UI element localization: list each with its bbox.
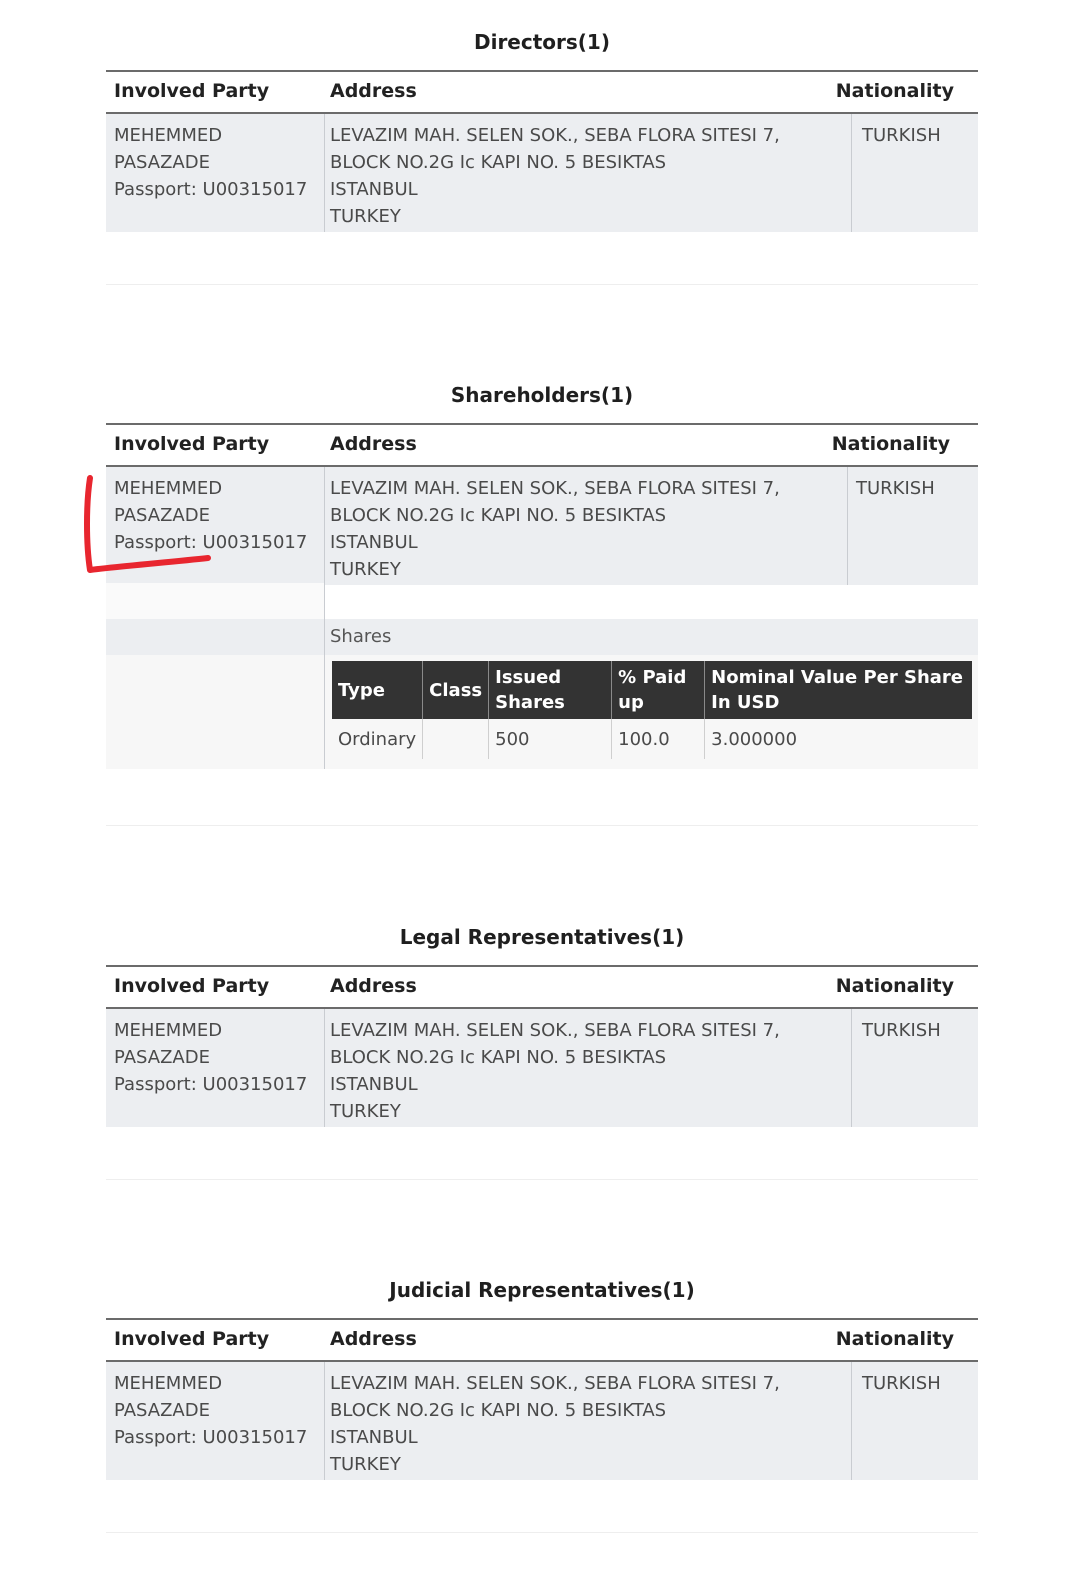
- share-issued: 500: [489, 719, 612, 759]
- section-divider: [106, 1532, 978, 1533]
- col-nationality: Nationality: [831, 433, 950, 455]
- shares-label: Shares: [330, 626, 392, 647]
- nationality-cell: TURKISH: [862, 125, 941, 146]
- shareholders-table: [106, 423, 978, 585]
- col-address: Address: [330, 80, 417, 102]
- col-nationality: Nationality: [835, 80, 954, 102]
- address-line-2: BLOCK NO.2G Ic KAPI NO. 5 BESIKTAS: [330, 1047, 667, 1068]
- party-cell: [114, 1370, 314, 1451]
- table-row: [106, 1362, 978, 1480]
- table-row: [106, 114, 978, 232]
- section-title: Legal Representatives(1): [399, 925, 685, 949]
- party-name-first: MEHEMMED: [114, 478, 223, 499]
- party-name-first: MEHEMMED: [114, 1373, 223, 1394]
- col-type: Type: [332, 661, 423, 719]
- address-cell: [330, 475, 850, 583]
- table-header: [106, 70, 978, 114]
- nationality-cell: TURKISH: [862, 1020, 941, 1041]
- legal-representatives-table: [106, 965, 978, 1127]
- section-divider: [106, 1179, 978, 1180]
- table-header: [106, 423, 978, 467]
- party-cell: [114, 1017, 314, 1098]
- address-line-1: LEVAZIM MAH. SELEN SOK., SEBA FLORA SITESI 7,: [330, 125, 780, 146]
- address-cell: [330, 1370, 850, 1478]
- col-involved-party: Involved Party: [114, 975, 270, 997]
- address-line-4: TURKEY: [330, 1101, 401, 1122]
- col-nationality: Nationality: [835, 975, 954, 997]
- party-passport: Passport: U00315017: [114, 1427, 308, 1448]
- section-title: Shareholders(1): [450, 383, 634, 407]
- shares-header-row: [332, 661, 972, 719]
- address-line-2: BLOCK NO.2G Ic KAPI NO. 5 BESIKTAS: [330, 505, 667, 526]
- shares-table: [332, 661, 972, 759]
- party-passport: Passport: U00315017: [114, 1074, 308, 1095]
- address-line-1: LEVAZIM MAH. SELEN SOK., SEBA FLORA SITESI 7,: [330, 478, 780, 499]
- party-name-last: PASAZADE: [114, 152, 210, 173]
- table-header: [106, 1318, 978, 1362]
- address-line-1: LEVAZIM MAH. SELEN SOK., SEBA FLORA SITESI 7,: [330, 1373, 780, 1394]
- share-class: [423, 719, 489, 759]
- address-line-2: BLOCK NO.2G Ic KAPI NO. 5 BESIKTAS: [330, 1400, 667, 1421]
- party-name-last: PASAZADE: [114, 505, 210, 526]
- col-involved-party: Involved Party: [114, 80, 270, 102]
- col-nationality: Nationality: [835, 1328, 954, 1350]
- table-row: [106, 1009, 978, 1127]
- address-cell: [330, 1017, 850, 1125]
- shares-row: [332, 719, 972, 759]
- address-line-1: LEVAZIM MAH. SELEN SOK., SEBA FLORA SITESI 7,: [330, 1020, 780, 1041]
- table-header: [106, 965, 978, 1009]
- share-type: Ordinary: [332, 719, 423, 759]
- party-name-last: PASAZADE: [114, 1400, 210, 1421]
- col-address: Address: [330, 975, 417, 997]
- share-nominal: 3.000000: [711, 728, 798, 750]
- address-line-3: ISTANBUL: [330, 1074, 418, 1095]
- red-annotation-mark: [82, 474, 222, 584]
- address-line-4: TURKEY: [330, 1454, 401, 1475]
- party-cell: [114, 122, 314, 203]
- col-address: Address: [330, 1328, 417, 1350]
- col-address: Address: [330, 433, 417, 455]
- address-line-3: ISTANBUL: [330, 1427, 418, 1448]
- address-line-3: ISTANBUL: [330, 179, 418, 200]
- judicial-representatives-table: [106, 1318, 978, 1480]
- share-paid: 100.0: [612, 719, 705, 759]
- party-passport: Passport: U00315017: [114, 532, 308, 553]
- address-line-2: BLOCK NO.2G Ic KAPI NO. 5 BESIKTAS: [330, 152, 667, 173]
- shares-block: [106, 583, 978, 773]
- section-divider: [106, 284, 978, 285]
- nationality-cell: TURKISH: [862, 1373, 941, 1394]
- section-divider: [106, 825, 978, 826]
- party-passport: Passport: U00315017: [114, 179, 308, 200]
- party-name-first: MEHEMMED: [114, 125, 223, 146]
- address-line-4: TURKEY: [330, 206, 401, 227]
- col-issued-shares: Issued Shares: [489, 661, 612, 719]
- col-involved-party: Involved Party: [114, 1328, 270, 1350]
- col-involved-party: Involved Party: [114, 433, 270, 455]
- section-title: Judicial Representatives(1): [389, 1278, 695, 1302]
- col-paid-up: % Paid up: [612, 661, 705, 719]
- party-name-first: MEHEMMED: [114, 1020, 223, 1041]
- directors-table: [106, 70, 978, 232]
- table-row: [106, 467, 978, 585]
- col-nominal-value: Nominal Value Per Share In USD: [705, 661, 972, 719]
- nationality-cell: TURKISH: [856, 478, 935, 499]
- address-line-4: TURKEY: [330, 559, 401, 580]
- section-title: Directors(1): [473, 30, 610, 54]
- address-cell: [330, 122, 850, 230]
- address-line-3: ISTANBUL: [330, 532, 418, 553]
- party-name-last: PASAZADE: [114, 1047, 210, 1068]
- col-class: Class: [423, 661, 489, 719]
